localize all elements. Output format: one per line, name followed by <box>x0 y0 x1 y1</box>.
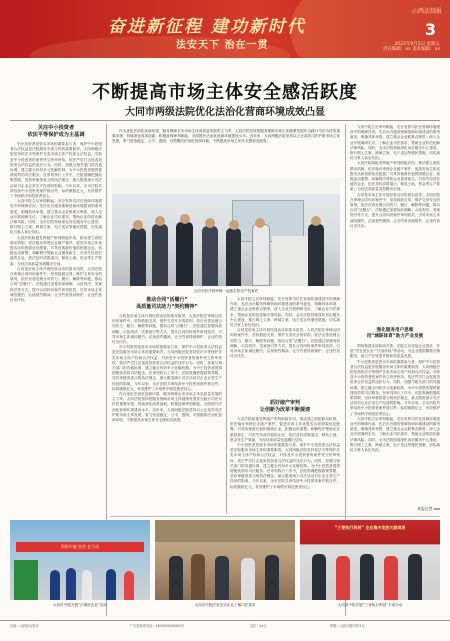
middle-paragraph: 合同是市场主体开展经营活动的基本纽带，大同法院在审理合同纠纷案件中，坚持鼓励交易、维护交易安全的原则，依法妥善处理合同效力、履行、解除等问题，推动合同“活履行”。法院通过加强诉前调解、示范判决、类案指引等方式，提升合同纠纷案件审判质效，引导市场主体诚信履约，弘扬契约精神，让守约者得到保护，让违约者付出代价。 <box>112 314 222 345</box>
center-section-title: 抓好破产审判 让创新为改革不断提速 <box>259 400 310 413</box>
paper-logo: 山西法制报 <box>411 8 442 15</box>
main-photo <box>112 178 340 286</box>
photo-person <box>202 226 218 286</box>
photo-person <box>241 558 255 600</box>
photo-person-head <box>205 218 215 228</box>
center-paragraph: 大同中院立足审判职能，充分发挥司法在营商环境建设中的保障作用，先后出台服务保障营商环境建设的系列意见，明确具体举措，建立重点企业联系点制度，深入企业开展调研走访，了解企业司法需求，帮助企业防范化解法律风险。同时，全市法院持续深化诉讼服务中心建设，推行网上立案、跨域立案、电子送达等便民措施，切实减轻当事人诉讼负担。 <box>230 297 340 328</box>
photo-person <box>169 556 183 600</box>
left-paragraph-repeat: 大同中院立足审判职能，充分发挥司法在营商环境建设中的保障作用，先后出台服务保障营商环境建设的系列意见，明确具体举措，建立重点企业联系点制度，深入企业开展调研走访，了解企业司法需求，帮助企业防范化解法律风险。同时，全市法院持续深化诉讼服务中心建设，推行网上立案、跨域立案、电子送达等便民措施，切实减轻当事人诉讼负担。 <box>10 199 102 235</box>
photo-person <box>308 224 324 286</box>
photo-person <box>252 224 270 286</box>
left-paragraph-repeat-2: 大同法院积极发挥破产审判职能作用，推动建立府院联动机制，依法稳妥审理企业破产案件，促进市场主体优胜劣汰和资源优化配置。对具有挽救价值的困境企业，积极运用重整、和解程序帮助企业重获新生；对丧失经营价值的企业，依法及时清算退出，释放土地、资金等生产要素，为经济高质量发展腾出空间。 <box>10 235 102 266</box>
photo-person-head <box>255 218 265 228</box>
photo-banner-text: “三晋执行利剑” 企业集中发放欠款现场 <box>334 525 406 530</box>
photos-divider <box>110 516 440 517</box>
bottom-photo-3-caption: 大同市中院开展“三晋执行利剑”专项行动 <box>337 603 403 607</box>
photo-person <box>312 554 326 600</box>
photo-wall <box>155 520 295 542</box>
editor-line: 责任编辑：xx 美术编辑：xx <box>382 47 440 52</box>
photo-person-head <box>311 216 321 226</box>
right-paragraph: 大同中院立足审判职能，充分发挥司法在营商环境建设中的保障作用，先后出台服务保障营商环境建设的系列意见，明确具体举措，建立重点企业联系点制度，深入企业开展调研走访，了解企业司法需求，帮助企业防范化解法律风险。同时，全市法院持续深化诉讼服务中心建设，推行网上立案、跨域立案、电子送达等便民措施，切实减轻当事人诉讼负担。 <box>350 125 440 161</box>
right-column-text-bottom <box>350 344 440 504</box>
photo-person <box>408 554 422 600</box>
photo-person-head <box>180 214 190 224</box>
page-number: 3 <box>424 20 436 39</box>
footer-printer: 印刷：山西日报印务中心 <box>330 624 366 628</box>
date-line: 2022年9月2日 星期五 <box>394 42 440 47</box>
bottom-photo-3 <box>300 520 440 600</box>
bottom-photo-1 <box>10 520 150 600</box>
photo-person <box>384 556 398 600</box>
bottom-photo-2-caption: 大同市中院法官走访企业了解司法需求 <box>194 603 256 607</box>
middle-paragraph-repeat-2: 作为优化法治化营商环境，服务保障全市市场主体高质量发展的主力军，大同法院坚持把服务保障市场主体健康发展作为践行司法为民的重要举措，持续深化改革创新，积极延伸审判职能，全面提升法治化营商环境建设水平。近年来，大同两级法院坚持以公正高效司法护航市场主体发展，着力营造稳定、公平、透明、可预期的法治化营商环境，不断提高市场主体安全感和活跃度。 <box>112 392 222 423</box>
banner-slogan: 奋进新征程 建功新时代 <box>108 17 306 37</box>
bottom-photo-1-caption: 大同市中院开展“法律进企业”活动 <box>53 603 107 607</box>
footer-price: 定价：xx元 <box>250 624 267 628</box>
photo-person <box>106 569 116 600</box>
footer-address: 社址：山西省太原市 <box>10 624 39 628</box>
middle-paragraph-repeat: 中小投资者是资本市场的重要参与者，保护中小投资者合法权益是法院服务市场主体的重要职责。大同两级法院坚持依法平等保护各类市场主体产权和合法权益，对涉及中小投资者的案件快立快审快执，依法严厉打击侵害投资者合法权益的违法行为。同时，加强与相关部门的沟通协调，建立健全纠纷多元化解机制，为中小投资者提供便捷高效的司法服务。在审判执行工作中，法院准确把握政策界限，坚持审慎善意文明执法理念，最大限度减少司法活动对企业正常生产经营的影响。今年以来，全市法院共审结涉中小投资者案件数百件，标的额数亿元，有效维护了市场秩序和投资者信心。 <box>112 345 222 391</box>
center-paragraph-2-repeat: 中小投资者是资本市场的重要参与者，保护中小投资者合法权益是法院服务市场主体的重要职责。大同两级法院坚持依法平等保护各类市场主体产权和合法权益，对涉及中小投资者的案件快立快审快执，依法严厉打击侵害投资者合法权益的违法行为。同时，加强与相关部门的沟通协调，建立健全纠纷多元化解机制，为中小投资者提供便捷高效的司法服务。在审判执行工作中，法院准确把握政策界限，坚持审慎善意文明执法理念，最大限度减少司法活动对企业正常生产经营的影响。今年以来，全市法院共审结涉中小投资者案件数百件，标的额数亿元，有效维护了市场秩序和投资者信心。 <box>230 443 340 489</box>
right-paragraph-2-repeat: 中小投资者是资本市场的重要参与者，保护中小投资者合法权益是法院服务市场主体的重要职责。大同两级法院坚持依法平等保护各类市场主体产权和合法权益，对涉及中小投资者的案件快立快审快执，依法严厉打击侵害投资者合法权益的违法行为。同时，加强与相关部门的沟通协调，建立健全纠纷多元化解机制，为中小投资者提供便捷高效的司法服务。在审判执行工作中，法院准确把握政策界限，坚持审慎善意文明执法理念，最大限度减少司法活动对企业正常生产经营的影响。今年以来，全市法院共审结涉中小投资者案件数百件，标的额数亿元，有效维护了市场秩序和投资者信心。 <box>350 359 440 416</box>
photo-tree <box>14 560 38 600</box>
middle-section-title: 推动合同“活履行” 高质量司法助力“契约精神” <box>136 297 198 310</box>
middle-column-text <box>112 314 222 512</box>
left-paragraph-repeat-3: 合同是市场主体开展经营活动的基本纽带，大同法院在审理合同纠纷案件中，坚持鼓励交易、维护交易安全的原则，依法妥善处理合同效力、履行、解除等问题，推动合同“活履行”。法院通过加强诉前调解、示范判决、类案指引等方式，提升合同纠纷案件审判质效，引导市场主体诚信履约，弘扬契约精神，让守约者得到保护，让违约者付出代价。 <box>10 266 102 303</box>
headline-divider <box>10 120 440 121</box>
bottom-photo-2 <box>155 520 295 600</box>
photo-person <box>124 571 134 600</box>
photo-ceiling <box>112 178 340 194</box>
center-paragraph-2: 大同法院积极发挥破产审判职能作用，推动建立府院联动机制，依法稳妥审理企业破产案件，促进市场主体优胜劣汰和资源优化配置。对具有挽救价值的困境企业，积极运用重整、和解程序帮助企业重获新生；对丧失经营价值的企业，依法及时清算退出，释放土地、资金等生产要素，为经济高质量发展腾出空间。 <box>230 417 340 442</box>
center-column-text-bottom <box>230 417 340 512</box>
right-paragraph-repeat-2: 合同是市场主体开展经营活动的基本纽带，大同法院在审理合同纠纷案件中，坚持鼓励交易、维护交易安全的原则，依法妥善处理合同效力、履行、解除等问题，推动合同“活履行”。法院通过加强诉前调解、示范判决、类案指引等方式，提升合同纠纷案件审判质效，引导市场主体诚信履约，弘扬契约精神，让守约者得到保护，让违约者付出代价。 <box>350 192 440 228</box>
photo-person <box>226 228 241 286</box>
photo-person <box>130 228 146 286</box>
photo-person-head <box>133 220 143 230</box>
column-divider-middle <box>226 296 227 514</box>
page-banner <box>0 0 450 58</box>
right-column-text-top <box>350 125 440 325</box>
article-subheadline: 大同市两级法院优化法治化营商环境成效凸显 <box>125 107 325 118</box>
footer-license: 广告经营许可证：14000040000072 <box>130 624 184 628</box>
main-photo-caption: 大同中院开庭审理一起涉企知识产权案件 <box>193 289 259 293</box>
photo-person <box>191 554 205 600</box>
photo-person-head <box>229 220 239 230</box>
photo-person <box>152 224 168 286</box>
article-headline: 不断提高市场主体安全感活跃度 <box>92 82 358 103</box>
photo-person <box>265 555 279 600</box>
right-paragraph-repeat: 大同法院积极发挥破产审判职能作用，推动建立府院联动机制，依法稳妥审理企业破产案件，促进市场主体优胜劣汰和资源优化配置。对具有挽救价值的困境企业，积极运用重整、和解程序帮助企业重获新生；对丧失经营价值的企业，依法及时清算退出，释放土地、资金等生产要素，为经济高质量发展腾出空间。 <box>350 161 440 192</box>
photo-person <box>215 556 229 600</box>
page-footer <box>0 620 450 641</box>
article-byline: 本报记者 xxx <box>417 506 440 511</box>
photo-person <box>360 554 374 600</box>
photo-person <box>66 568 76 600</box>
center-column-text-top <box>230 297 340 397</box>
right-paragraph-2: 围绕构建亲清政商关系，法院主动对接企业需求，开展“法官进企业”“法治体检”等活动，为企业提供精准法律服务，助力产业转型升级和高质量发展。 <box>350 344 440 359</box>
date-meta <box>383 42 440 52</box>
photo-banner-text: 预防诈骗 宣传 在行动 <box>16 542 144 552</box>
banner-subslogan: 法安天下 治在一贯 <box>176 40 269 51</box>
center-paragraph-repeat: 合同是市场主体开展经营活动的基本纽带，大同法院在审理合同纠纷案件中，坚持鼓励交易、维护交易安全的原则，依法妥善处理合同效力、履行、解除等问题，推动合同“活履行”。法院通过加强诉前调解、示范判决、类案指引等方式，提升合同纠纷案件审判质效，引导市场主体诚信履约，弘扬契约精神，让守约者得到保护，让违约者付出代价。 <box>230 328 340 359</box>
photo-person <box>50 570 60 600</box>
photo-person-head <box>155 216 165 226</box>
right-section-title: 强化服务用户思维 用“城职体育”助力产业发展 <box>366 328 424 340</box>
photo-person <box>82 570 92 600</box>
intro-text: 作为优化法治化营商环境，服务保障全市市场主体高质量发展的主力军，大同法院坚持把服务保障市场主体健康发展作为践行司法为民的重要举措，持续深化改革创新，积极延伸审判职能，全面提升法治化营商环境建设水平。近年来，大同两级法院坚持以公正高效司法护航市场主体发展，着力营造稳定、公平、透明、可预期的法治化营商环境，不断提高市场主体安全感和活跃度。 <box>112 129 340 144</box>
photo-person <box>336 556 350 600</box>
photo-person <box>176 222 193 286</box>
left-section-title: 关注中小投资者 依法平等保护成为主基调 <box>27 125 85 138</box>
right-paragraph-2-repeat-2: 大同中院立足审判职能，充分发挥司法在营商环境建设中的保障作用，先后出台服务保障营商环境建设的系列意见，明确具体举措，建立重点企业联系点制度，深入企业开展调研走访，了解企业司法需求，帮助企业防范化解法律风险。同时，全市法院持续深化诉讼服务中心建设，推行网上立案、跨域立案、电子送达等便民措施，切实减轻当事人诉讼负担。 <box>350 416 440 453</box>
left-paragraph: 中小投资者是资本市场的重要参与者，保护中小投资者合法权益是法院服务市场主体的重要职责。大同两级法院坚持依法平等保护各类市场主体产权和合法权益，对涉及中小投资者的案件快立快审快执，依法严厉打击侵害投资者合法权益的违法行为。同时，加强与相关部门的沟通协调，建立健全纠纷多元化解机制，为中小投资者提供便捷高效的司法服务。在审判执行工作中，法院准确把握政策界限，坚持审慎善意文明执法理念，最大限度减少司法活动对企业正常生产经营的影响。今年以来，全市法院共审结涉中小投资者案件数百件，标的额数亿元，有效维护了市场秩序和投资者信心。 <box>10 142 102 199</box>
article-intro <box>112 129 340 174</box>
